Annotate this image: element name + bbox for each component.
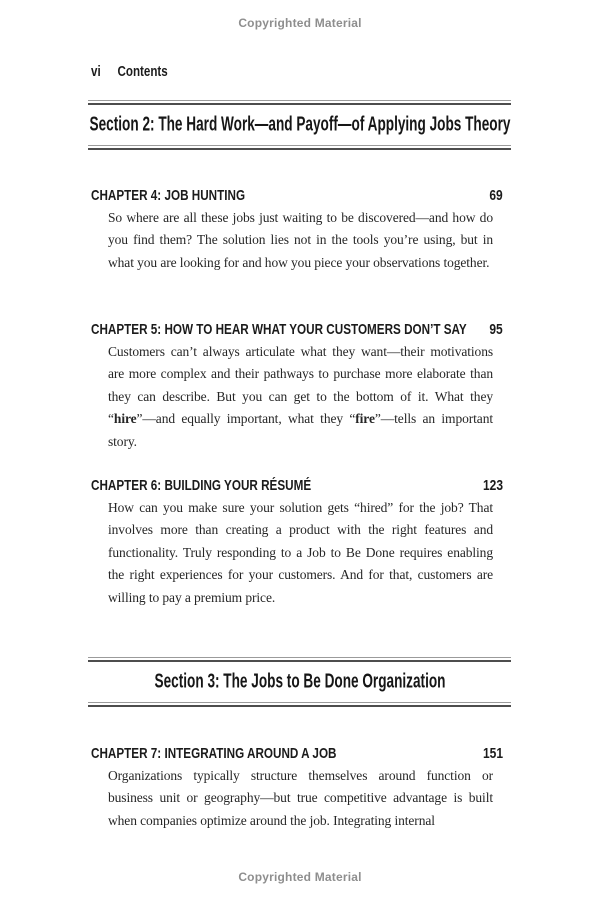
chapter-6-heading: CHAPTER 6: BUILDING YOUR RÉSUMÉ bbox=[91, 477, 312, 494]
chapter-entry-5 bbox=[91, 322, 503, 453]
copyright-notice-bottom: Copyrighted Material bbox=[238, 870, 362, 884]
section-2-banner bbox=[88, 100, 511, 150]
running-header-title: Contents bbox=[117, 64, 168, 80]
section-3-banner bbox=[88, 657, 511, 707]
chapter-heading-row bbox=[91, 746, 503, 762]
chapter-6-page-number: 123 bbox=[482, 477, 503, 494]
running-header bbox=[91, 64, 187, 81]
chapter-heading-row bbox=[91, 188, 503, 204]
chapter-7-page-number: 151 bbox=[482, 745, 503, 762]
chapter-5-page-number: 95 bbox=[489, 321, 503, 338]
folio-page-number: vi bbox=[91, 64, 101, 80]
chapter-4-description: So where are all these jobs just waiting to be discovered—and how do you find them? The solution lies not in the tools you’re using, but in what you are looking for and how you piece your observations together. bbox=[108, 210, 493, 270]
chapter-entry-7 bbox=[91, 746, 503, 832]
double-rule-bottom bbox=[88, 145, 511, 150]
double-rule-bottom bbox=[88, 702, 511, 707]
chapter-4-page-number: 69 bbox=[489, 187, 503, 204]
chapter-entry-6 bbox=[91, 478, 503, 609]
chapter-6-description: How can you make sure your solution gets “hired” for the job? That involves more than creating a product with the right features and functionality. Truly responding to a Job to Be Done requires enabling the right experiences for your customers. And for that, customers are willing to pay a premium price. bbox=[108, 500, 493, 605]
chapter-4-heading: CHAPTER 4: JOB HUNTING bbox=[91, 187, 246, 204]
section-3-title: Section 3: The Jobs to Be Done Organization bbox=[154, 670, 445, 693]
section-2-title: Section 2: The Hard Work—and Payoff—of Applying Jobs Theory bbox=[89, 113, 510, 136]
chapter-heading-row bbox=[91, 478, 503, 494]
chapter-7-description: Organizations typically structure themselves around function or business unit or geography—but true competitive advantage is built when companies optimize around the job. Integrating internal bbox=[108, 768, 493, 828]
copyright-notice-top: Copyrighted Material bbox=[238, 16, 362, 30]
chapter-5-heading: CHAPTER 5: HOW TO HEAR WHAT YOUR CUSTOMERS DON’T SAY bbox=[91, 321, 467, 338]
chapter-heading-row bbox=[91, 322, 503, 338]
chapter-entry-4 bbox=[91, 188, 503, 274]
chapter-5-description: Customers can’t always articulate what they want—their motivations are more complex and their pathways to purchase more elaborate than they can describe. But you can get to the bottom of it. What they “hire”—and equally important, what they “fire”—tells an important story. bbox=[108, 344, 493, 449]
chapter-7-heading: CHAPTER 7: INTEGRATING AROUND A JOB bbox=[91, 745, 337, 762]
